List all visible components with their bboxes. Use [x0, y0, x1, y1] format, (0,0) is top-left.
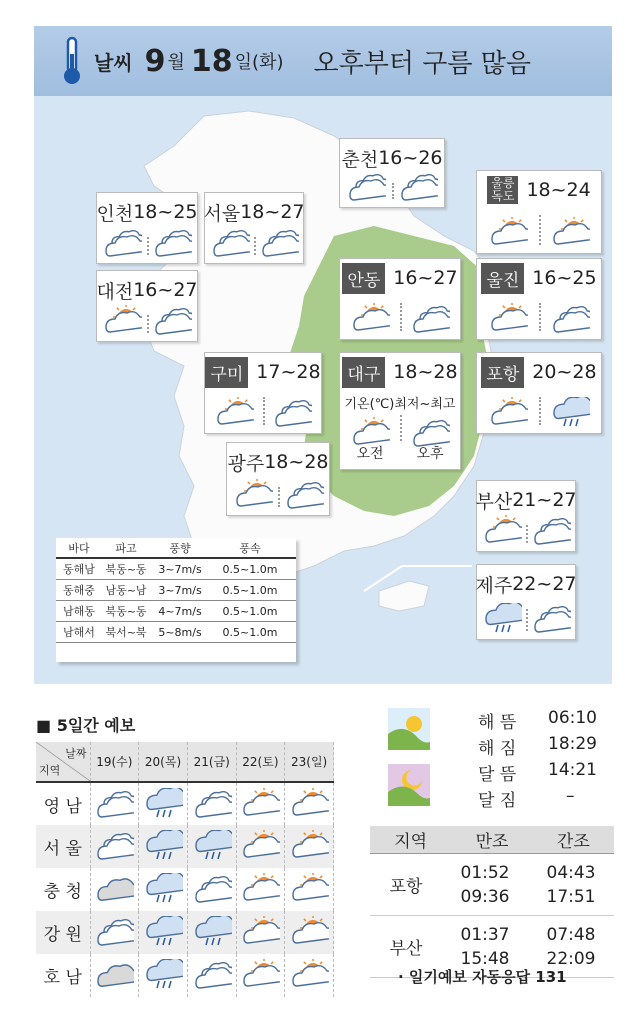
sun-label: 해 짐 [478, 739, 517, 759]
moon-label: 달 뜸 [478, 765, 517, 785]
map-header [34, 26, 612, 96]
sea-cell: 남해동 [63, 605, 95, 618]
city-temp: 18~28 [264, 451, 329, 473]
forecast-cell [139, 868, 188, 911]
forecast-cell [139, 825, 188, 868]
city-name: 안동 [342, 263, 385, 294]
city-card-ulleung [476, 170, 602, 254]
sea-cell: 4~7m/s [158, 604, 202, 618]
tide-high: 15:48 [460, 948, 510, 969]
forecast-cell [236, 825, 285, 868]
city-card-andong [339, 258, 461, 340]
region-name: 서 울 [36, 825, 90, 868]
city-name: 포항 [481, 357, 524, 388]
corner-cell [36, 742, 90, 782]
header-summary: 오후부터 구름 많음 [313, 48, 531, 79]
forecast-cell [285, 954, 334, 997]
partly-cloudy-icon [289, 873, 329, 903]
forecast-cell [285, 825, 334, 868]
city-temp: 18~24 [526, 179, 591, 201]
sea-cell: 3~7m/s [158, 583, 202, 597]
sea-header: 풍속 [239, 541, 261, 555]
partly-cloudy-icon [289, 959, 329, 989]
sea-cell: 3~7m/s [158, 562, 202, 576]
am-partly-cloudy-icon [214, 397, 254, 427]
sea-cell: 0.5~1.0m [222, 583, 278, 597]
sun-label: 해 뜸 [478, 713, 517, 733]
city-temp: 22~27 [512, 573, 577, 595]
city-name: 울진 [481, 263, 524, 294]
am-label: 오전 [356, 446, 384, 462]
city-card-daegu [339, 352, 461, 470]
day-header: 19(수) [90, 742, 139, 782]
tide-header: 지역 [394, 832, 428, 852]
city-name: 울릉 독도 [487, 176, 518, 204]
am-cloudy-rain-icon [482, 603, 522, 633]
city-name: 부산 [475, 490, 513, 513]
am-partly-cloudy-icon [488, 303, 528, 333]
city-temp: 16~25 [532, 267, 597, 289]
am-cloudy-icon [346, 171, 386, 201]
sea-row [56, 601, 296, 622]
forecast5-title: ■ 5일간 예보 [36, 716, 136, 735]
forecast-row [36, 911, 334, 954]
tide-table [370, 826, 614, 978]
tide-low: 07:48 [546, 924, 596, 945]
city-name: 인천 [96, 202, 134, 225]
forecast-row [36, 954, 334, 997]
sea-header: 풍향 [169, 541, 191, 555]
sea-header: 바다 [68, 541, 90, 555]
forecast-cell [139, 782, 188, 825]
sea-cell: 북동~동 [105, 605, 147, 618]
sea-cell: 동해중 [63, 584, 95, 597]
forecast-row [36, 868, 334, 911]
forecast5-title-text: 5일간 예보 [56, 716, 136, 735]
forecast-cell [90, 825, 139, 868]
city-temp: 16~27 [133, 279, 198, 301]
forecast-cell [187, 825, 236, 868]
pm-cloudy-rain-icon [550, 397, 590, 427]
partly-cloudy-icon [240, 916, 280, 946]
am-cloudy-icon [210, 227, 250, 257]
partly-cloudy-icon [289, 830, 329, 860]
cloudy-icon [94, 830, 134, 860]
region-name: 강 원 [36, 911, 90, 954]
forecast-cell [285, 911, 334, 954]
moon-label: 달 짐 [478, 791, 517, 811]
city-temp: 16~26 [378, 147, 443, 169]
day-header: 22(토) [236, 742, 285, 782]
cloudy-rain-icon [143, 959, 183, 989]
city-card-seoul [204, 192, 304, 264]
day-header: 23(일) [285, 742, 334, 782]
pm-cloudy-icon [531, 515, 571, 545]
cloudy-icon [94, 788, 134, 818]
forecast5-header-row [36, 742, 334, 782]
cloudy-rain-icon [192, 830, 232, 860]
tide-region: 부산 [389, 939, 423, 959]
forecast-cell [236, 782, 285, 825]
corner-region-label: 지역 [39, 764, 61, 777]
sea-row [56, 622, 296, 643]
partly-cloudy-icon [289, 916, 329, 946]
partly-cloudy-icon [240, 788, 280, 818]
forecast-cell [236, 868, 285, 911]
header-label: 날씨 [94, 50, 133, 75]
overcast-icon [94, 959, 134, 989]
sea-header-row [56, 538, 296, 559]
tide-low: 04:43 [546, 862, 596, 883]
pm-label: 오후 [416, 446, 444, 462]
tide-region: 포항 [389, 877, 423, 897]
moon-value: 14:21 [548, 760, 597, 780]
tide-low: 17:51 [546, 886, 596, 907]
pm-cloudy-icon [410, 303, 450, 333]
header-day: 18 [190, 43, 233, 79]
am-partly-cloudy-icon [350, 303, 390, 333]
sea-table [56, 538, 296, 662]
am-partly-cloudy-icon [482, 515, 522, 545]
sea-row [56, 580, 296, 601]
city-temp: 18~25 [133, 201, 198, 223]
cloudy-rain-icon [143, 830, 183, 860]
day-header: 20(목) [139, 742, 188, 782]
sea-cell: 남해서 [63, 626, 95, 639]
pm-cloudy-icon [550, 303, 590, 333]
header-month-unit: 월 [167, 52, 185, 73]
sea-cell: 5~8m/s [158, 625, 202, 639]
city-temp: 20~28 [532, 361, 597, 383]
partly-cloudy-icon [240, 873, 280, 903]
am-partly-cloudy-icon [233, 479, 273, 509]
sea-cell: 북서~북 [105, 626, 147, 639]
cloudy-icon [192, 788, 232, 818]
pm-cloudy-icon [152, 227, 192, 257]
header-month: 9 [144, 43, 166, 79]
tide-row [370, 854, 614, 916]
forecast-cell [90, 911, 139, 954]
region-name: 충 청 [36, 868, 90, 911]
day-header: 21(금) [187, 742, 236, 782]
forecast-cell [187, 868, 236, 911]
tide-high: 01:52 [460, 862, 510, 883]
cloudy-icon [192, 873, 232, 903]
sea-header: 파고 [115, 541, 137, 555]
am-partly-cloudy-icon [102, 305, 142, 335]
city-card-chuncheon [339, 138, 445, 208]
pm-cloudy-icon [152, 305, 192, 335]
sea-cell: 0.5~1.0m [222, 604, 278, 618]
city-temp: 18~27 [240, 201, 305, 223]
forecast-cell [139, 954, 188, 997]
sea-cell: 0.5~1.0m [222, 625, 278, 639]
pm-partly-cloudy-icon [550, 217, 590, 247]
sea-cell: 남동~남 [105, 584, 147, 597]
forecast-row [36, 782, 334, 825]
cloudy-rain-icon [143, 873, 183, 903]
city-name: 서울 [203, 202, 241, 225]
cloudy-rain-icon [143, 916, 183, 946]
sea-cell: 북동~동 [105, 563, 147, 576]
city-card-gwangju [226, 442, 330, 516]
moonrise-icon [388, 764, 430, 806]
forecast-cell [236, 954, 285, 997]
city-card-gumi [204, 352, 322, 434]
city-card-jeju [476, 564, 576, 640]
tide-high: 09:36 [460, 886, 510, 907]
city-card-pohang [476, 352, 602, 434]
sea-cell: 동해남 [63, 563, 95, 576]
forecast-cell [236, 911, 285, 954]
forecast-cell [285, 782, 334, 825]
corner-date-label: 날짜 [65, 747, 87, 760]
city-name: 광주 [227, 452, 265, 475]
city-temp: 21~27 [512, 489, 577, 511]
city-card-daejeon [96, 270, 198, 342]
phone-note: · 일기예보 자동응답 131 [398, 968, 567, 986]
partly-cloudy-icon [289, 788, 329, 818]
pm-cloudy-icon [531, 603, 571, 633]
pm-cloudy-icon [398, 171, 438, 201]
sea-row [56, 559, 296, 580]
pm-cloudy-icon [284, 479, 324, 509]
tide-header: 만조 [475, 832, 509, 852]
cloudy-rain-icon [143, 788, 183, 818]
city-name: 춘천 [341, 148, 379, 171]
forecast-row [36, 825, 334, 868]
pm-cloudy-icon [272, 397, 312, 427]
tide-low: 22:09 [546, 948, 596, 969]
city-card-incheon [96, 192, 198, 264]
forecast-cell [90, 954, 139, 997]
city-temp: 18~28 [393, 361, 458, 383]
temp-legend: 기온(℃)최저~최고 [344, 397, 456, 412]
thermometer-icon [60, 36, 84, 86]
tide-header-row [370, 826, 614, 854]
tide-header: 간조 [556, 832, 590, 852]
tide-high: 01:37 [460, 924, 510, 945]
forecast-cell [187, 911, 236, 954]
pm-cloudy-icon [259, 227, 299, 257]
header-day-unit: 일(화) [234, 52, 284, 73]
am-partly-cloudy-icon [488, 397, 528, 427]
city-card-busan [476, 480, 576, 552]
region-name: 영 남 [36, 782, 90, 825]
cloudy-rain-icon [192, 916, 232, 946]
sea-cell: 0.5~1.0m [222, 562, 278, 576]
region-name: 호 남 [36, 954, 90, 997]
city-temp: 17~28 [256, 361, 321, 383]
city-name: 제주 [475, 574, 513, 597]
partly-cloudy-icon [240, 959, 280, 989]
city-name: 구미 [205, 357, 248, 388]
forecast-cell [90, 782, 139, 825]
partly-cloudy-icon [240, 830, 280, 860]
moon-value: – [566, 786, 575, 806]
city-temp: 16~27 [393, 267, 458, 289]
forecast-cell [285, 868, 334, 911]
forecast-cell [187, 954, 236, 997]
city-name: 대구 [342, 357, 385, 388]
am-cloudy-icon [102, 227, 142, 257]
forecast5-table [36, 742, 334, 997]
sunrise-icon [388, 708, 430, 750]
sun-value: 06:10 [548, 708, 597, 728]
forecast-cell [139, 911, 188, 954]
sun-value: 18:29 [548, 734, 597, 754]
forecast-cell [90, 868, 139, 911]
am-partly-cloudy-icon [488, 217, 528, 247]
cloudy-icon [192, 959, 232, 989]
overcast-icon [94, 873, 134, 903]
cloudy-icon [94, 916, 134, 946]
forecast-cell [187, 782, 236, 825]
city-name: 대전 [96, 280, 134, 303]
city-card-uljin [476, 258, 602, 340]
